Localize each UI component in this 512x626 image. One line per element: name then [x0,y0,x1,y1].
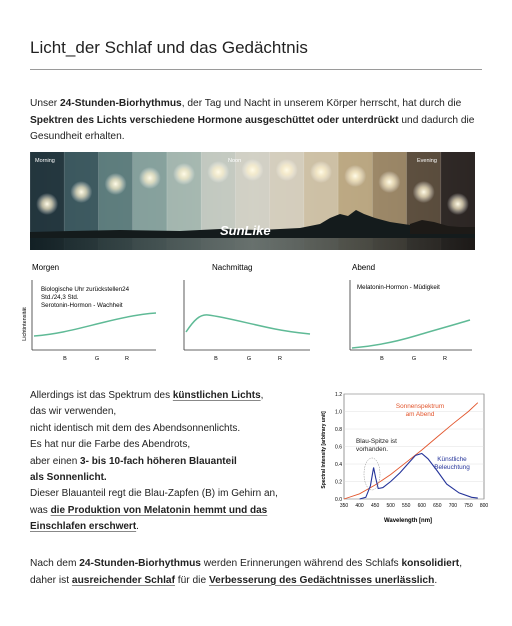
body2-line-2: das wir verwenden, [30,406,117,418]
spectrum-chart [316,384,492,530]
spectrum-x-label: Wavelength [nm] [383,518,433,524]
sunlike-logo: SunLike [220,223,271,238]
body2-line-7: Dieser Blauanteil regt die Blau-Zapfen (B) im Gehirn an, [30,488,278,500]
led-annotation-2: Beleuchtung [434,464,470,471]
spectrum-x-tick-label: 350 [339,503,349,509]
body2-line-1: Allerdings ist das Spektrum des künstlichen Lichts, [30,390,264,401]
led-annotation-1: Künstliche [437,456,467,463]
sun-glow [447,193,469,215]
banner-label-noon: Noon [228,158,242,164]
body2-line-9: Einschlafen erschwert. [30,521,139,533]
nachmittag-tick-r: R [278,356,282,362]
spectrum-y-tick-label: 0.8 [335,426,342,433]
sun-glow [105,173,127,195]
sun-glow [139,167,161,189]
morgen-tick-b: B [63,356,67,362]
sun-glow [70,181,92,203]
morgen-tick-r: R [125,356,129,362]
morgen-note-3: Serotonin-Hormon - Wachheit [41,302,123,309]
body2-line-5: aber einen 3- bis 10-fach höheren Blauanteil [30,455,237,467]
spectrum-y-label: Spectral Intensity [arbitrary unit] [321,411,327,489]
bold-ausreichender-schlaf: ausreichender Schlaf [71,574,175,586]
spectrum-x-tick-label: 700 [448,503,458,509]
morgen-curve [34,313,156,336]
intro-text: , der Tag und Nacht in unserem Körper herrscht, hat durch die [181,98,462,109]
bold-kuenstliches-licht: künstlichen Lichts [172,390,261,401]
spectrum-x-tick-label: 450 [370,503,380,509]
abend-tick-r: R [443,356,447,362]
body2-line-6: als Sonnenlicht. [30,472,107,484]
memory-paragraph: Nach dem 24-Stunden-Biorhythmus werden Erinnerungen während des Schlafs konsolidiert, daher ist ausreichender Schlaf für die Verbesserung des Gedächtnisses unerlässlich. [30,558,463,586]
sun-annotation-1: Sonnenspektrum [395,403,445,410]
panel-title-nachmittag: Nachmittag [212,263,253,272]
sun-annotation-2: am Abend [405,411,435,418]
blue-annotation-2: vorhanden. [356,446,388,453]
morgen-note-2: Std./24,3 Std. [41,294,79,301]
sun-glow [378,171,400,193]
morgen-note-1: Biologische Uhr zurückstellen24 [41,286,130,293]
daily-y-axis-label: Lichtintensität [22,307,28,341]
bold-konsolidiert: konsolidiert [401,558,460,569]
spectrum-y-tick-label: 1.2 [335,391,342,398]
spectrum-x-tick-label: 800 [479,503,489,509]
spectrum-x-tick-label: 550 [402,503,411,509]
panel-title-morgen: Morgen [32,263,60,272]
bold-gedaechtnis: Verbesserung des Gedächtnisses unerlässlich [208,574,435,586]
sun-glow [310,161,332,183]
abend-curve [352,320,470,348]
intro-paragraph [30,96,490,146]
spectrum-x-tick-label: 500 [386,503,395,509]
nachmittag-tick-b: B [214,356,218,362]
spectrum-y-tick-label: 0.0 [335,496,342,503]
spectrum-y-tick-label: 1.0 [335,409,342,416]
spectrum-y-tick-label: 0.2 [335,479,342,486]
sun-glow [242,159,264,181]
spectrum-x-tick-label: 750 [464,503,473,509]
abend-tick-g: G [411,356,417,362]
artificial-light-paragraph [30,388,312,536]
body2-line-3: nicht identisch mit dem des Abendsonnenlichts. [30,422,241,434]
bold-biorhythm-2: 24-Stunden-Biorhythmus [79,558,201,569]
blue-annotation-1: Blau-Spitze ist [356,438,397,445]
sun-glow [173,163,195,185]
nachmittag-curve [186,315,310,334]
intro-text: Unser [30,98,61,109]
page-title: Licht_der Schlaf und das Gedächtnis [30,38,308,57]
morgen-tick-g: G [94,356,100,362]
banner-label-morning: Morning [35,158,55,164]
bold-melatonin: die Produktion von Melatonin hemmt und das [50,504,268,516]
daily-light-charts [20,262,490,372]
bold-einschlafen: Einschlafen erschwert [30,521,137,533]
spectrum-y-tick-label: 0.4 [335,461,342,468]
abend-note-1: Melatonin-Hormon - Müdigkeit [357,284,440,291]
body2-line-4: Es hat nur die Farbe des Abendrots, [30,439,191,451]
sun-glow [207,161,229,183]
sun-glow [413,181,435,203]
sun-glow [344,165,366,187]
intro-bold-spectra: Spektren des Lichts verschiedene Hormone ausgeschüttet oder unterdrückt [30,114,399,126]
spectrum-y-ticks [335,392,342,503]
spectrum-x-tick-label: 400 [355,503,364,509]
intro-text: und dadurch die Gesundheit erhalten. [30,114,475,142]
sun-glow [276,159,298,181]
panel-title-abend: Abend [352,263,376,272]
bold-blauanteil: 3- bis 10-fach höheren Blauanteil [80,455,237,467]
spectrum-x-tick-label: 600 [417,503,426,509]
daylight-banner-image [30,152,475,250]
spectrum-x-tick-label: 650 [433,503,442,509]
body2-line-8: was die Produktion von Melatonin hemmt und das [30,504,268,516]
banner-label-evening: Evening [417,158,437,164]
sun-glow [36,193,58,215]
title-divider [30,69,482,70]
spectrum-x-ticks [340,503,489,509]
spectrum-y-tick-label: 0.6 [335,444,342,451]
abend-tick-b: B [380,356,384,362]
intro-bold-biorhythm: 24-Stunden-Biorhythmus [60,98,182,109]
nachmittag-tick-g: G [246,356,252,362]
